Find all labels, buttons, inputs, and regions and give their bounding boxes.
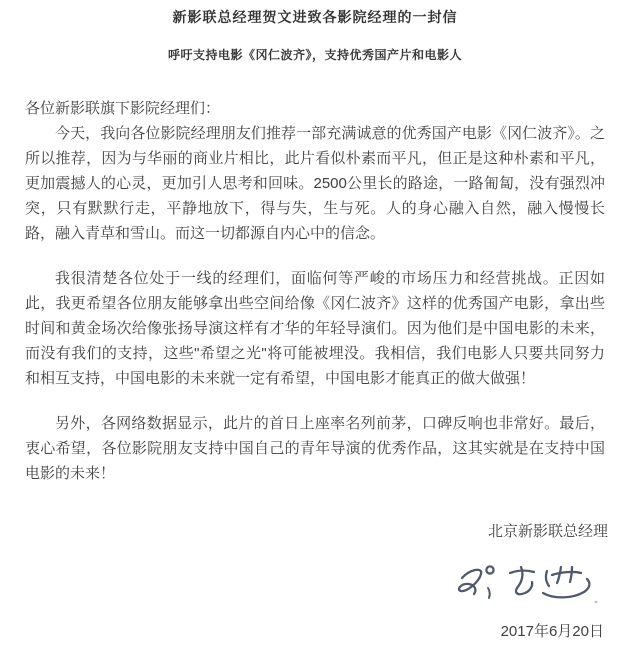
letter-title: 新影联总经理贺文进致各影院经理的一封信 (172, 9, 458, 25)
signoff-title: 北京新影联总经理 (487, 523, 608, 540)
signoff-block (0, 522, 630, 642)
signature-handwriting-icon (450, 562, 600, 612)
letter-body (25, 96, 605, 486)
signature (0, 562, 630, 614)
letter-date: 2017年6月20日 (500, 623, 604, 640)
paragraph-3: 另外，各网络数据显示，此片的首日上座率名列前茅，口碑反响也非常好。最后，衷心希望，各位影院朋友支持中国自己的青年导演的优秀作品，这其实就是在支持中国电影的未来！ (25, 415, 605, 482)
letter-subtitle: 呼吁支持电影《冈仁波齐》，支持优秀国产片和电影人 (167, 48, 462, 62)
paragraph-1: 今天，我向各位影院经理朋友们推荐一部充满诚意的优秀国产电影《冈仁波齐》。之所以推荐，因为与华丽的商业片相比，此片看似朴素而平凡，但正是这种朴素和平凡，更加震撼人的心灵，更加引人思考和回味。2500公里长的路途，一路匍匐，没有强烈冲突，只有默默行走，平静地放下，得与失，生与死。人的身心融入自然，融入慢慢长路，融入青草和雪山。而这一切都源自内心中的信念。 (25, 125, 605, 242)
paragraph-2: 我很清楚各位处于一线的经理们，面临何等严峻的市场压力和经营挑战。正因如此，我更希望各位朋友能够拿出些空间给像《冈仁波齐》这样的优秀国产电影，拿出些时间和黄金场次给像张扬导演这样有才华的年轻导演们。因为他们是中国电影的未来，而没有我们的支持，这些"希望之光"将可能被埋没。我相信，我们电影人只要共同努力和相互支持，中国电影的未来就一定有希望，中国电影才能真正的做大做强！ (25, 270, 605, 387)
salutation: 各位新影联旗下影院经理们： (25, 100, 221, 117)
